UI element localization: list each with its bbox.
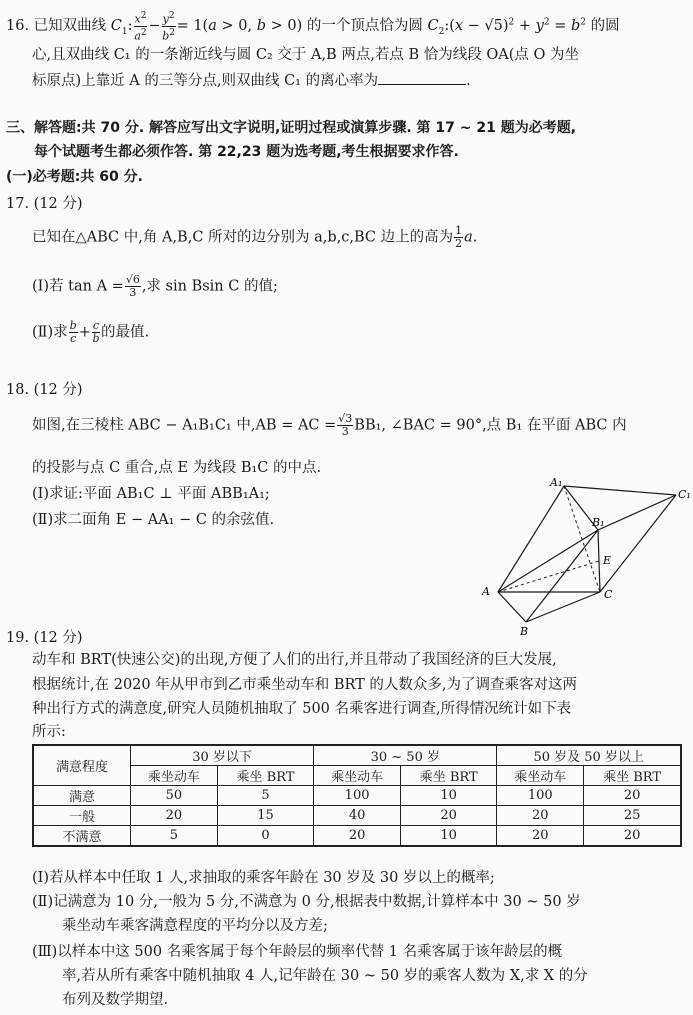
sub-header: 乘坐 BRT [400,766,496,786]
q17-frac-b-c: $\frac{b}{c}$ [69,319,77,345]
section-heading-line-3: (一)必考题:共 60 分. [6,169,143,185]
q18-part-2: (Ⅱ)求二面角 E − AA₁ − C 的余弦值. [32,512,275,528]
table-cell: 10 [400,826,496,847]
row-label: 满意 [33,786,131,806]
q17-frac-c-b: $\frac{c}{b}$ [92,319,100,345]
table-cell: 100 [314,786,401,806]
q18-head: 18. (12 分) [6,382,83,398]
q19-line-4: 所示: [32,724,66,740]
q16-text-a: 16. 已知双曲线 [6,18,107,35]
q19-part-3-line-1: (Ⅲ)以样本中这 500 名乘客属于每个年龄层的频率代替 1 名乘客属于该年龄层的概 [32,944,563,960]
group-under-30: 30 岁以下 [131,745,314,766]
table-cell: 20 [400,806,496,826]
q16-line-3: 标原点)上靠近 A 的三等分点,则双曲线 C₁ 的离心率为 . [32,70,471,91]
q19-part-2-line-2: 乘坐动车乘客满意程度的平均分以及方差; [62,918,328,934]
q16-answer-blank[interactable] [378,70,466,85]
q16-frac-y2b2: $\frac{y^2}{b^2}$ [162,11,175,43]
table-cell: 20 [497,806,584,826]
table-cell: 50 [131,786,218,806]
prism-figure [478,476,691,638]
label-b1: B₁ [592,516,605,529]
satisfaction-table [32,744,682,847]
q18-part-1: (Ⅰ)求证:平面 AB₁C ⊥ 平面 ABB₁A₁; [32,486,270,502]
q17-part-2: (Ⅱ)求 $\frac{b}{c}$ + $\frac{c}{b}$ 的最值. [32,319,150,345]
q16-text-c: 的圆 [590,18,620,35]
label-a1: A₁ [550,476,563,489]
table-cell: 25 [584,806,681,826]
q16-line-2: 心,且双曲线 C₁ 的一条渐近线与圆 C₂ 交于 A,B 两点,若点 B 恰为线段 OA(点 O 为坐 [32,47,580,63]
q19-line-1: 动车和 BRT(快速公交)的出现,方便了人们的出行,并且带动了我国经济的巨大发展, [32,652,557,668]
q19-part-3-line-2: 率,若从所有乘客中随机抽取 4 人,记年龄在 30 ~ 50 岁的乘客人数为 X,求 X 的分 [62,968,588,984]
table-corner: 满意程度 [33,745,131,786]
edge-a-a1 [498,486,564,592]
q17-frac-sqrt6-3: $\frac{√6}{3}$ [125,273,140,299]
sub-header: 乘坐 BRT [584,766,681,786]
edge-c-c1 [600,495,676,592]
label-c1: C₁ [678,488,691,501]
table-cell: 15 [217,806,313,826]
group-30-50: 30 ~ 50 岁 [314,745,497,766]
q17-stem: 已知在△ABC 中,角 A,B,C 所对的边分别为 a,b,c,BC 边上的高为 $\frac{1}{2}$ a. [32,224,478,250]
table-row [33,786,681,806]
label-e: E [603,554,612,567]
group-50-plus: 50 岁及 50 岁以上 [497,745,681,766]
q17-part-1: (Ⅰ)若 tan A = $\frac{√6}{3}$ ,求 sin Bsin C 的值; [32,273,278,299]
q16-frac-x2a2: $\frac{x^2}{a^2}$ [134,11,147,43]
q18-line-1: 如图,在三棱柱 ABC − A₁B₁C₁ 中,AB = AC = $\frac{√3}{3}$ BB₁, ∠BAC = 90°,点 B₁ 在平面 ABC 内 [32,412,627,438]
q16-curve-c1: C [110,18,122,35]
label-b: B [520,625,529,638]
q19-part-1: (Ⅰ)若从样本中任取 1 人,求抽取的乘客年龄在 30 岁及 30 岁以上的概率; [32,870,495,886]
row-label: 不满意 [33,826,131,847]
hidden-edge-a-e [498,561,599,592]
edge-a-b [498,592,526,622]
hidden-edge-a1-c [564,486,600,592]
edge-a1-c1 [564,486,676,495]
table-row [33,806,681,826]
row-label: 一般 [33,806,131,826]
edge-a-b1 [498,530,598,592]
table-cell: 40 [314,806,401,826]
table-subheader-row [33,766,681,786]
table-cell: 10 [400,786,496,806]
sub-header: 乘坐动车 [314,766,401,786]
table-cell: 5 [217,786,313,806]
table-row [33,826,681,847]
table-cell: 5 [131,826,218,847]
sub-header: 乘坐 BRT [217,766,313,786]
table-header-row [33,745,681,766]
table-cell: 20 [584,786,681,806]
label-a: A [482,585,490,598]
q19-line-2: 根据统计,在 2020 年从甲市到乙市乘坐动车和 BRT 的人数众多,为了调查乘客对这两 [32,677,578,693]
q19-part-3-line-3: 布列及数学期望. [62,992,169,1008]
section-heading-line-2: 每个试题考生都必须作答. 第 22,23 题为选考题,考生根据要求作答. [34,144,459,160]
table-cell: 20 [497,826,584,847]
q19-line-3: 种出行方式的满意度,研究人员随机抽取了 500 名乘客进行调查,所得情况统计如下表 [32,701,572,717]
q17-head: 17. (12 分) [6,196,83,212]
sub-header: 乘坐动车 [131,766,218,786]
table-cell: 20 [131,806,218,826]
label-c: C [604,588,613,601]
q16-text-b: 的一个顶点恰为圆 [306,18,423,35]
table-cell: 20 [314,826,401,847]
q16-line-1: 16. 已知双曲线 $C_1$: $\frac{x^2}{a^2}$ − $\frac{y^2}{b^2}$ = 1(a > 0, b > 0) 的一个顶点恰为圆 $C_2:(x - √5)^2 + y^2 = b^2$ 的圆 [6,11,620,43]
section-heading-line-1: 三、解答题:共 70 分. 解答应写出文字说明,证明过程或演算步骤. 第 17 ~ 21 题为必考题, [6,120,577,136]
q17-frac-half: $\frac{1}{2}$ [455,224,463,250]
table-cell: 100 [497,786,584,806]
q19-head: 19. (12 分) [6,630,83,646]
q18-line-2: 的投影与点 C 重合,点 E 为线段 B₁C 的中点. [32,460,322,476]
q19-part-2-line-1: (Ⅱ)记满意为 10 分,一般为 5 分,不满意为 0 分,根据表中数据,计算样本中 30 ~ 50 岁 [32,894,581,910]
edge-b-b1 [526,530,598,622]
q18-frac-sqrt3-3: $\frac{√3}{3}$ [338,412,353,438]
sub-header: 乘坐动车 [497,766,584,786]
table-cell: 0 [217,826,313,847]
edge-b1-c1 [598,495,676,530]
table-cell: 20 [584,826,681,847]
